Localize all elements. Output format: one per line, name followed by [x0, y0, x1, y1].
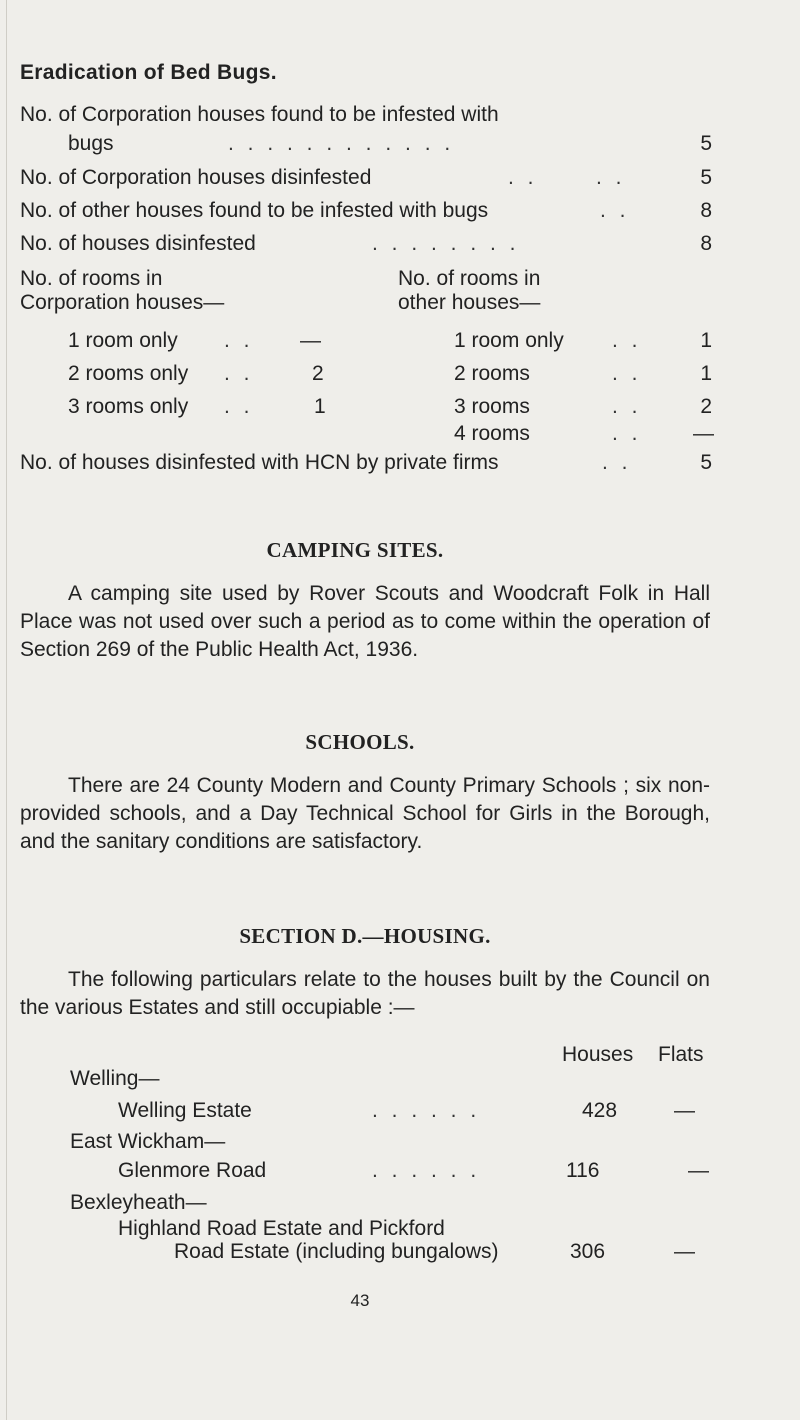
corp-room-label: 1 room only: [68, 329, 178, 352]
estate-houses: 306: [570, 1240, 606, 1263]
other-room-label: 1 room only: [454, 329, 564, 352]
schools-text: There are 24 County Modern and County Primary Schools ; six non-provided schools, and a Day Technical School for Girls in the Borough, and the sanitary conditions are satisfactory.: [20, 774, 710, 853]
district-label: Welling—: [70, 1067, 160, 1090]
dot-leader: . .: [596, 166, 626, 189]
hcn-row-value: 5: [700, 451, 712, 474]
section-title-bedbugs: Eradication of Bed Bugs.: [20, 61, 277, 84]
section-title-camping: CAMPING SITES.: [266, 538, 444, 562]
other-room-value: 1: [700, 329, 712, 352]
other-rooms-heading-cont: other houses—: [398, 291, 541, 314]
dot-leader: . .: [224, 329, 254, 352]
housing-paragraph: [20, 966, 710, 1022]
other-room-label: 2 rooms: [454, 362, 530, 385]
dot-leader: . .: [224, 395, 254, 418]
dot-leader: . . . . . .: [372, 1099, 481, 1122]
district-label: East Wickham—: [70, 1130, 226, 1153]
bedbug-row-value: 5: [700, 166, 712, 189]
estate-label-cont: Road Estate (including bungalows): [174, 1240, 499, 1263]
dot-leader: . . . . . . . .: [372, 232, 520, 255]
estate-houses: 116: [566, 1159, 600, 1182]
dot-leader: . .: [224, 362, 254, 385]
bedbug-row-value: 5: [700, 132, 712, 155]
other-room-value: 2: [700, 395, 712, 418]
col-header-houses: Houses: [562, 1043, 634, 1066]
corp-rooms-heading-cont: Corporation houses—: [20, 291, 225, 314]
section-title-housing: SECTION D.—HOUSING.: [239, 924, 491, 948]
bedbug-row-value: 8: [700, 232, 712, 255]
estate-label: Glenmore Road: [118, 1159, 267, 1182]
dot-leader: . .: [612, 395, 642, 418]
other-room-value: —: [693, 422, 714, 445]
estate-houses: 428: [582, 1099, 618, 1122]
bedbug-row-label: No. of Corporation houses found to be infested with: [20, 103, 499, 126]
other-room-label: 4 rooms: [454, 422, 530, 445]
corp-room-value: 1: [314, 395, 326, 418]
other-room-value: 1: [700, 362, 712, 385]
bedbug-row-label: No. of houses disinfested: [20, 232, 256, 255]
corp-rooms-heading: No. of rooms in: [20, 267, 163, 290]
schools-paragraph: [20, 772, 710, 856]
page-number: 43: [350, 1291, 370, 1310]
hcn-row-label: No. of houses disinfested with HCN by private firms: [20, 451, 499, 474]
col-header-flats: Flats: [658, 1043, 704, 1066]
bedbug-row-value: 8: [700, 199, 712, 222]
page-edge: [6, 0, 7, 1420]
district-label: Bexleyheath—: [70, 1191, 207, 1214]
bedbug-row-label: No. of other houses found to be infested with bugs: [20, 199, 489, 222]
estate-label: Welling Estate: [118, 1099, 252, 1122]
corp-room-label: 3 rooms only: [68, 395, 189, 418]
dot-leader: . .: [612, 362, 642, 385]
dot-leader: . .: [600, 199, 630, 222]
other-room-label: 3 rooms: [454, 395, 530, 418]
estate-label: Highland Road Estate and Pickford: [118, 1217, 445, 1240]
bedbug-row-label-cont: bugs: [68, 132, 114, 155]
housing-text: The following particulars relate to the houses built by the Council on the various Estates and still occupiable :—: [20, 968, 710, 1019]
camping-text: A camping site used by Rover Scouts and Woodcraft Folk in Hall Place was not used over such a period as to come within the operation of Section 269 of the Public Health Act, 1936.: [20, 582, 710, 661]
corp-room-value: 2: [312, 362, 324, 385]
corp-room-label: 2 rooms only: [68, 362, 189, 385]
dot-leader: . .: [508, 166, 538, 189]
corp-room-value: —: [300, 329, 321, 352]
dot-leader: . . . . . . . . . . . .: [228, 132, 455, 155]
dot-leader: . .: [602, 451, 632, 474]
estate-flats: —: [674, 1099, 695, 1122]
dot-leader: . .: [612, 329, 642, 352]
other-rooms-heading: No. of rooms in: [398, 267, 541, 290]
camping-paragraph: [20, 580, 710, 664]
estate-flats: —: [688, 1159, 709, 1182]
bedbug-row-label: No. of Corporation houses disinfested: [20, 166, 372, 189]
section-title-schools: SCHOOLS.: [305, 730, 415, 754]
dot-leader: . .: [612, 422, 642, 445]
dot-leader: . . . . . .: [372, 1159, 481, 1182]
estate-flats: —: [674, 1240, 695, 1263]
